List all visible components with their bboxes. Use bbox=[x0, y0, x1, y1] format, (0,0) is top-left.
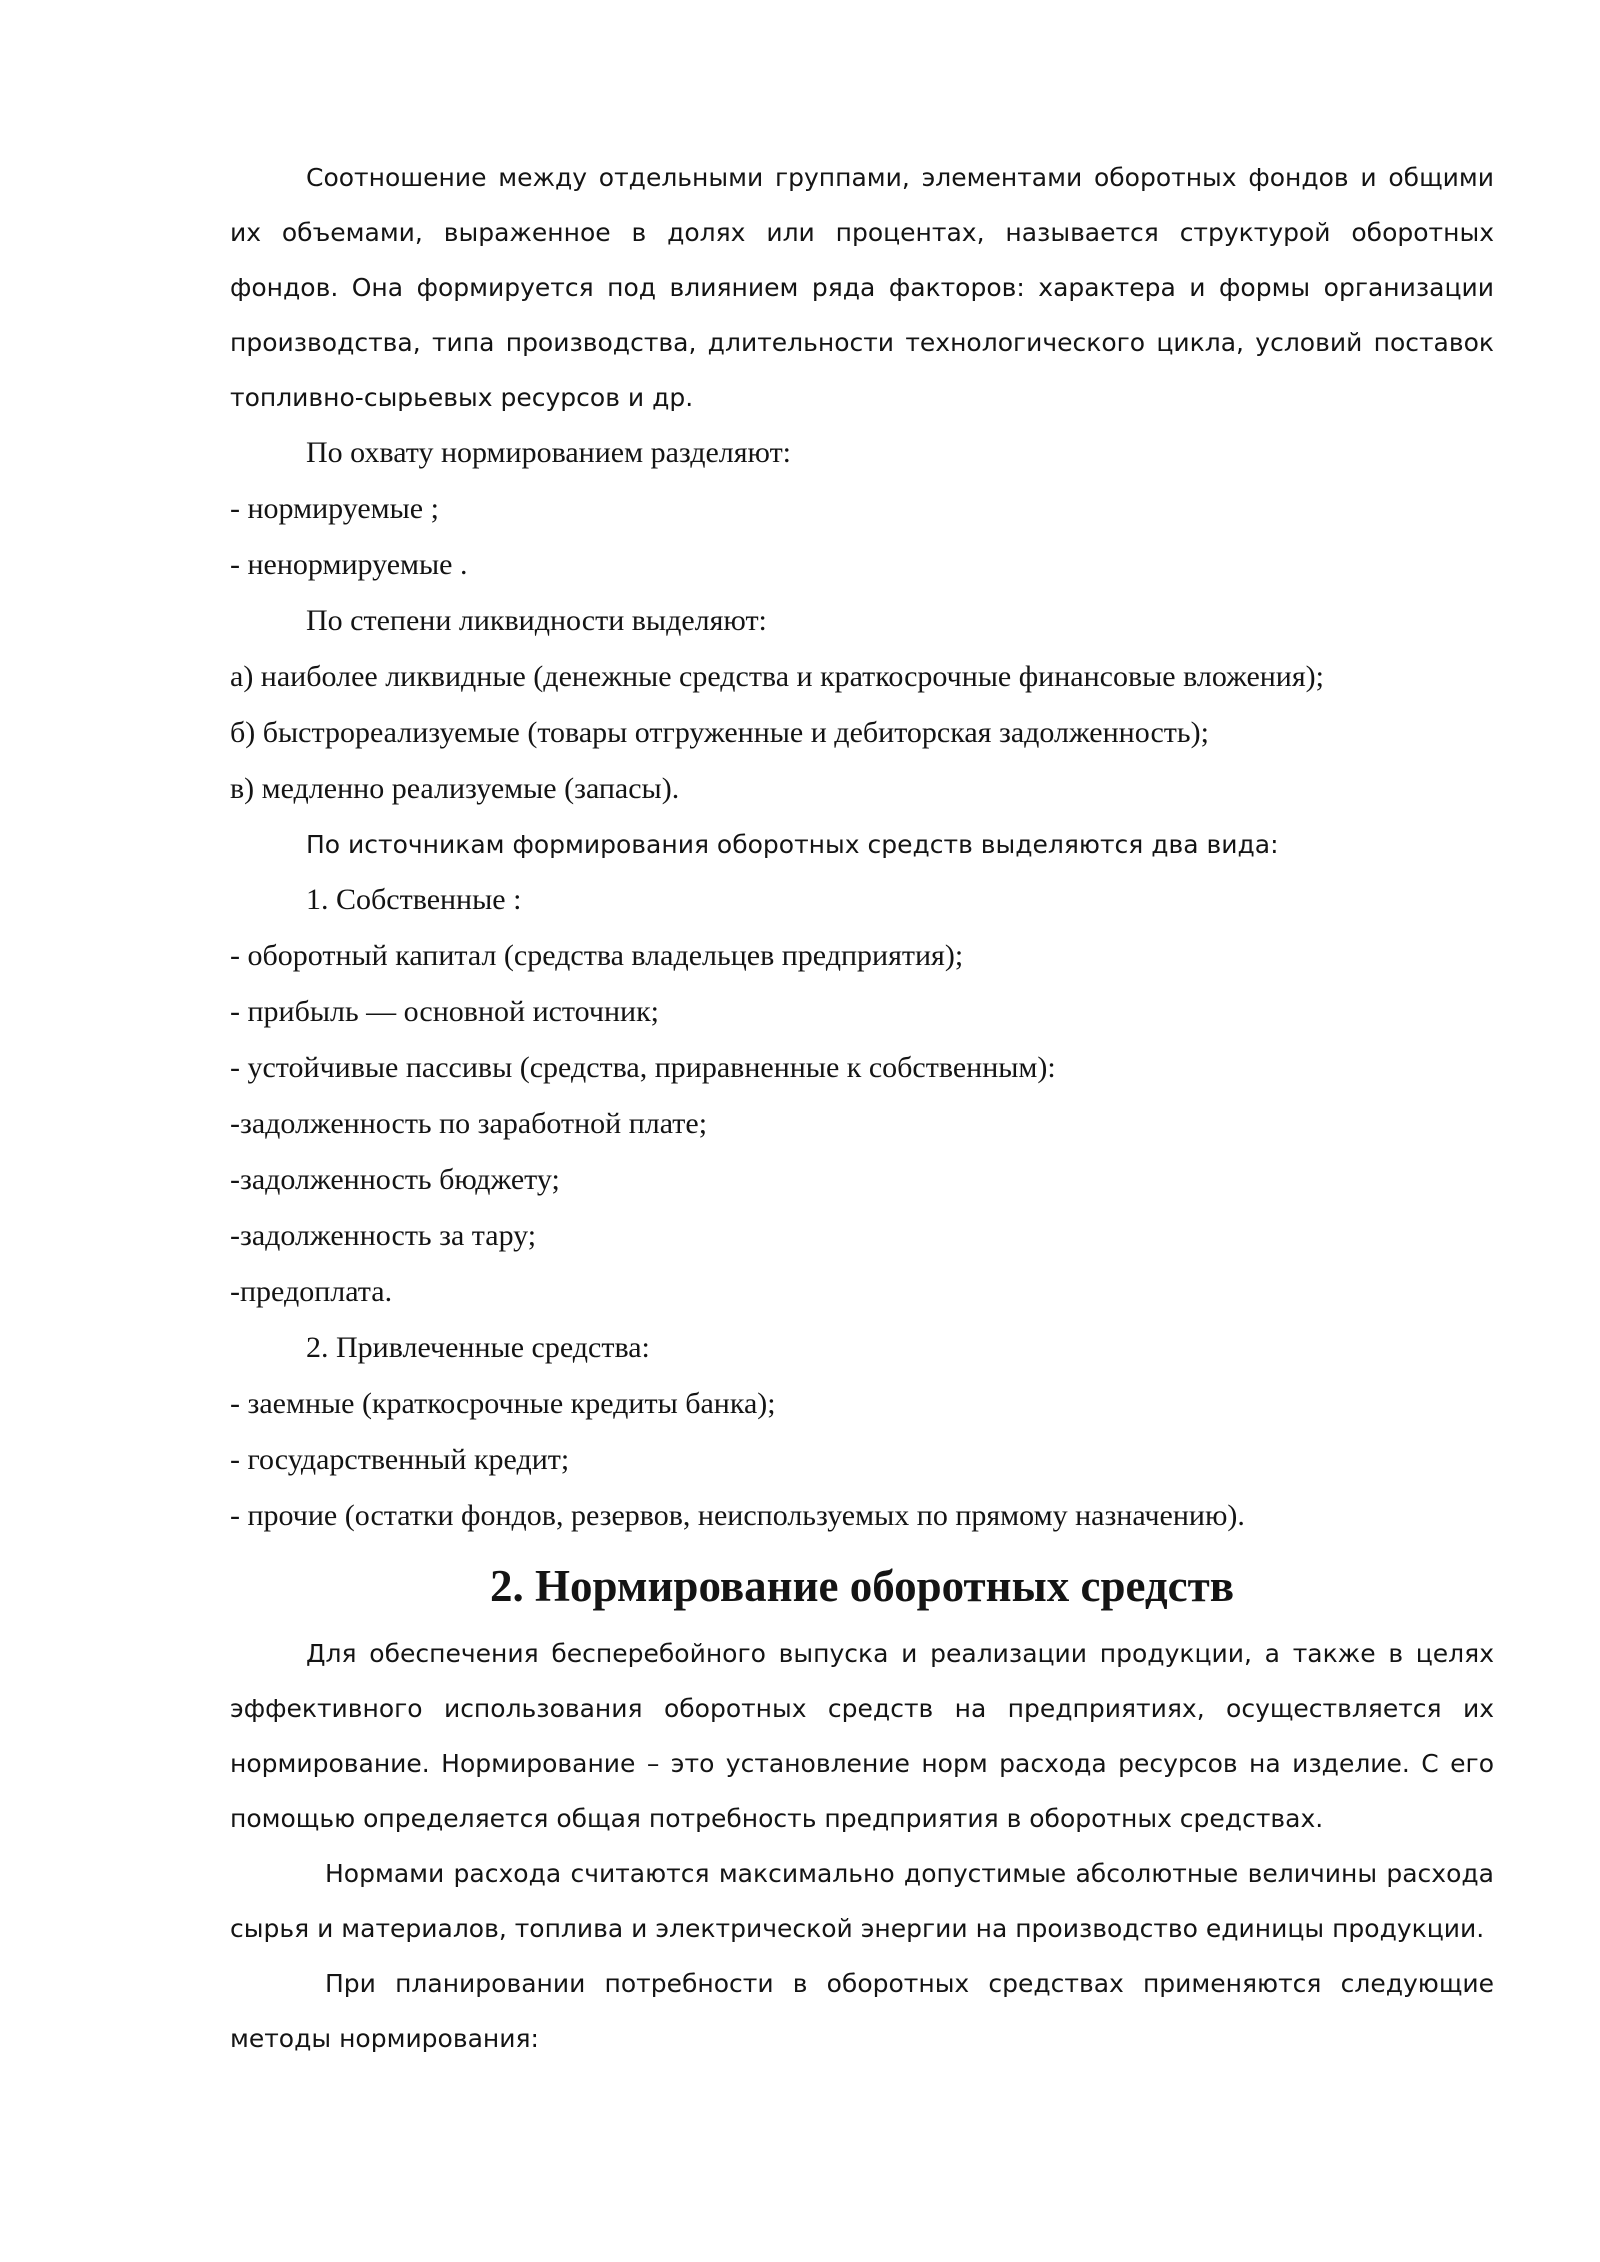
section-heading: 2. Нормирование оборотных средств bbox=[490, 1561, 1234, 1611]
list-item: а) наиболее ликвидные (денежные средства и краткосрочные финансовые вложения); bbox=[230, 660, 1324, 693]
list-item: - оборотный капитал (средства владельцев предприятия); bbox=[230, 939, 964, 972]
coverage-intro: По охвату нормированием разделяют: bbox=[306, 436, 792, 469]
paragraph-norms: Нормами расхода считаются максимально допустимые абсолютные величины расхода сырья и материалов, топлива и электрической энергии на производство единицы продукции. bbox=[230, 1859, 1494, 1943]
list-item: -задолженность по заработной плате; bbox=[230, 1107, 708, 1140]
list-item: - ненормируемые . bbox=[230, 548, 468, 581]
list-item: -задолженность бюджету; bbox=[230, 1163, 560, 1196]
paragraph-normalization: Для обеспечения бесперебойного выпуска и реализации продукции, а также в целях эффективного использования оборотных средств на предприятиях, осуществляется их нормирование. Нормирование – это установление норм расхода ресурсов на изделие. С его помощью определяется общая потребность предприятия в оборотных средствах. bbox=[230, 1639, 1494, 1833]
list-item: -задолженность за тару; bbox=[230, 1219, 537, 1252]
list-item: в) медленно реализуемые (запасы). bbox=[230, 772, 680, 805]
list-item: - государственный кредит; bbox=[230, 1443, 570, 1476]
sources-intro: По источникам формирования оборотных средств выделяются два вида: bbox=[306, 830, 1279, 859]
list-item: - устойчивые пассивы (средства, приравненные к собственным): bbox=[230, 1051, 1056, 1084]
paragraph-structure: Соотношение между отдельными группами, элементами оборотных фондов и общими их объемами, выраженное в долях или процентах, называется структурой оборотных фондов. Она формируется под влиянием ряда факторов: характера и формы организации производства, типа производства, длительности технологического цикла, условий поставок топливно-сырьевых ресурсов и др. bbox=[230, 163, 1494, 412]
paragraph-methods: При планировании потребности в оборотных средствах применяются следующие методы нормирования: bbox=[230, 1969, 1494, 2053]
borrowed-sources-heading: 2. Привлеченные средства: bbox=[306, 1331, 650, 1364]
list-item: -предоплата. bbox=[230, 1275, 393, 1308]
liquidity-intro: По степени ликвидности выделяют: bbox=[306, 604, 767, 637]
document-body bbox=[230, 150, 1494, 2066]
list-item: - прочие (остатки фондов, резервов, неиспользуемых по прямому назначению). bbox=[230, 1499, 1245, 1532]
list-item: - нормируемые ; bbox=[230, 492, 439, 525]
own-sources-heading: 1. Собственные : bbox=[306, 883, 522, 916]
list-item: - прибыль — основной источник; bbox=[230, 995, 659, 1028]
list-item: б) быстрореализуемые (товары отгруженные и дебиторская задолженность); bbox=[230, 716, 1209, 749]
list-item: - заемные (краткосрочные кредиты банка); bbox=[230, 1387, 776, 1420]
